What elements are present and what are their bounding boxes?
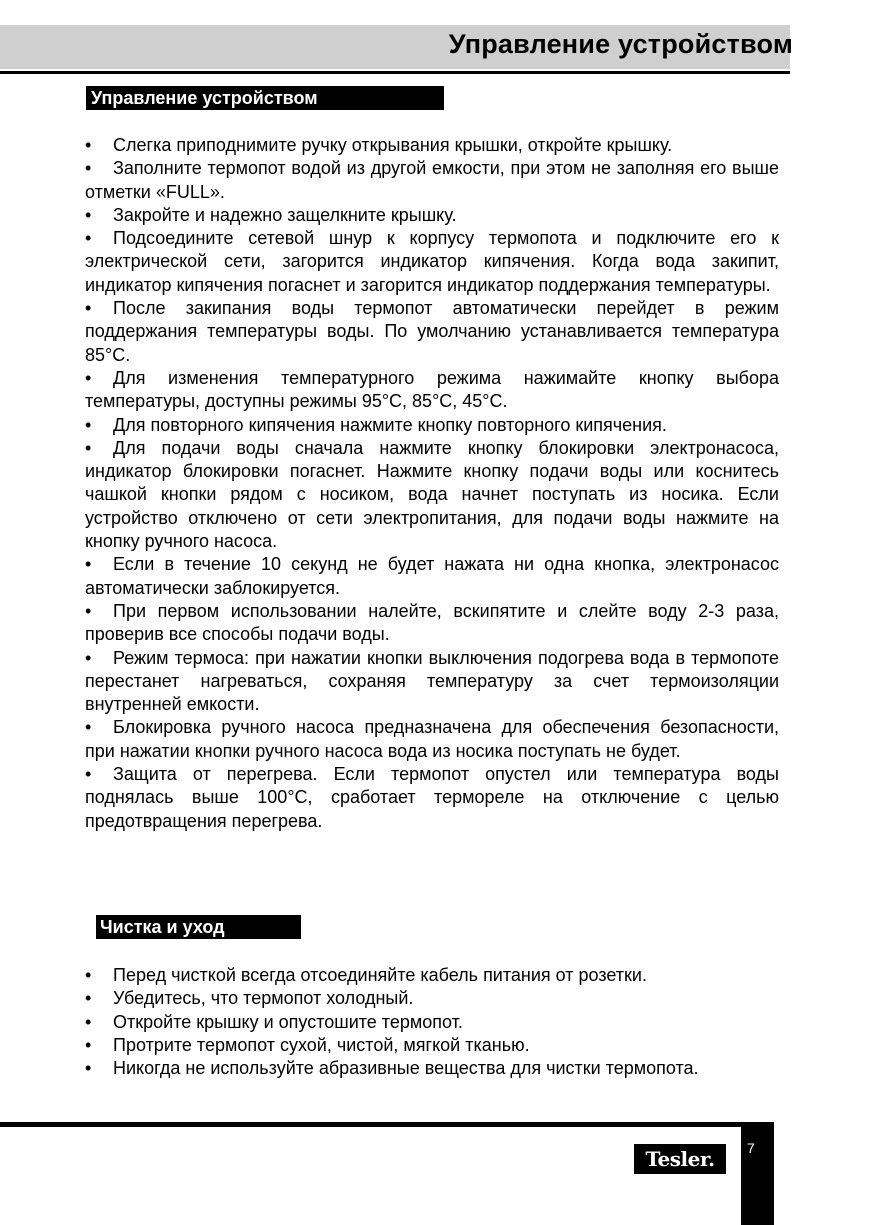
list-item-text: Никогда не используйте абразивные вещества для чистки термопота. [113, 1058, 699, 1079]
list-item [85, 134, 779, 157]
bullet-icon: • [85, 1058, 92, 1079]
list-item [85, 437, 779, 553]
list-item-text: Протрите термопот сухой, чистой, мягкой тканью. [113, 1034, 530, 1055]
list-item-text: Перед чисткой всегда отсоединяйте кабель питания от розетки. [113, 965, 647, 985]
bullet-icon: • [85, 414, 92, 435]
bullet-icon: • [85, 988, 92, 1009]
header-rule [0, 71, 790, 74]
list-item-text: После закипания воды термопот автоматически перейдет в режим поддержания температуры воды. По умолчанию устанавливается температура 85°С. [85, 298, 779, 365]
bullet-icon: • [85, 965, 92, 985]
list-item [85, 1057, 779, 1080]
list-item-text: Убедитесь, что термопот холодный. [113, 988, 414, 1009]
page-number-tab [741, 1122, 774, 1225]
list-item [85, 1034, 779, 1057]
brand-logo: Tesler. [634, 1144, 726, 1174]
list-item [85, 1011, 779, 1034]
list-item [85, 204, 779, 227]
list-item [85, 600, 779, 647]
bullet-icon: • [85, 437, 92, 458]
section-heading-cleaning: Чистка и уход [96, 915, 301, 939]
list-item [85, 987, 779, 1010]
list-item-text: Заполните термопот водой из другой емкости, при этом не заполняя его выше отметки «FULL». [85, 158, 779, 202]
list-item [85, 367, 779, 414]
bullet-icon: • [85, 367, 92, 388]
list-item [85, 553, 779, 600]
list-item-text: Блокировка ручного насоса предназначена для обеспечения безопасности, при нажатии кнопки ручного насоса вода из носика поступать не будет. [85, 717, 779, 761]
list-item-text: Режим термоса: при нажатии кнопки выключения подогрева вода в термопоте перестанет нагреваться, сохраняя температуру за счет термоизоляции внутренней емкости. [85, 647, 779, 715]
list-item-text: Для изменения температурного режима нажимайте кнопку выбора температуры, доступны режимы 95°С, 85°С, 45°С. [85, 367, 779, 412]
bullet-icon: • [85, 158, 92, 179]
list-item [85, 297, 779, 367]
bullet-icon: • [85, 1011, 92, 1032]
section-heading-operation: Управление устройством [86, 86, 444, 110]
cleaning-list [85, 964, 779, 1080]
page-number: 7 [747, 1140, 755, 1156]
list-item-text: Откройте крышку и опустошите термопот. [113, 1011, 463, 1032]
bullet-icon: • [85, 204, 92, 225]
operation-list [85, 134, 779, 833]
list-item [85, 414, 779, 437]
list-item-text: Подсоедините сетевой шнур к корпусу термопота и подключите его к электрической сети, загорится индикатор кипячения. Когда вода закипит, индикатор кипячения погаснет и загорится индикатор поддержания температуры. [85, 228, 779, 295]
list-item-text: При первом использовании налейте, вскипятите и слейте воду 2-3 раза, проверив все способы подачи воды. [85, 600, 779, 645]
page-title: Управление устройством [448, 29, 793, 59]
list-item-text: Защита от перегрева. Если термопот опустел или температура воды поднялась выше 100°С, сработает термореле на отключение с целью предотвращения перегрева. [85, 764, 779, 831]
list-item [85, 763, 779, 833]
list-item [85, 227, 779, 297]
list-item-text: Для повторного кипячения нажмите кнопку повторного кипячения. [113, 414, 667, 435]
bullet-icon: • [85, 600, 92, 621]
list-item [85, 157, 779, 204]
bullet-icon: • [85, 228, 92, 249]
list-item-text: Закройте и надежно защелкните крышку. [113, 204, 457, 225]
list-item-text: Слегка приподнимите ручку открывания крышки, откройте крышку. [113, 135, 673, 155]
list-item-text: Для подачи воды сначала нажмите кнопку блокировки электронасоса, индикатор блокировки погаснет. Нажмите кнопку подачи воды или коснитесь чашкой кнопки рядом с носиком, вода начнет поступать из носика. Если устройство отключено от сети электропитания, для подачи воды нажмите на кнопку ручного насоса. [85, 437, 779, 552]
bullet-icon: • [85, 1034, 92, 1055]
bullet-icon: • [85, 764, 92, 785]
bullet-icon: • [85, 298, 92, 319]
bullet-icon: • [85, 717, 92, 738]
list-item [85, 716, 779, 763]
list-item [85, 964, 779, 987]
footer-rule [0, 1122, 774, 1127]
list-item-text: Если в течение 10 секунд не будет нажата ни одна кнопка, электронасос автоматически заблокируется. [85, 554, 779, 598]
bullet-icon: • [85, 554, 92, 575]
list-item [85, 647, 779, 717]
bullet-icon: • [85, 647, 92, 668]
bullet-icon: • [85, 135, 92, 155]
